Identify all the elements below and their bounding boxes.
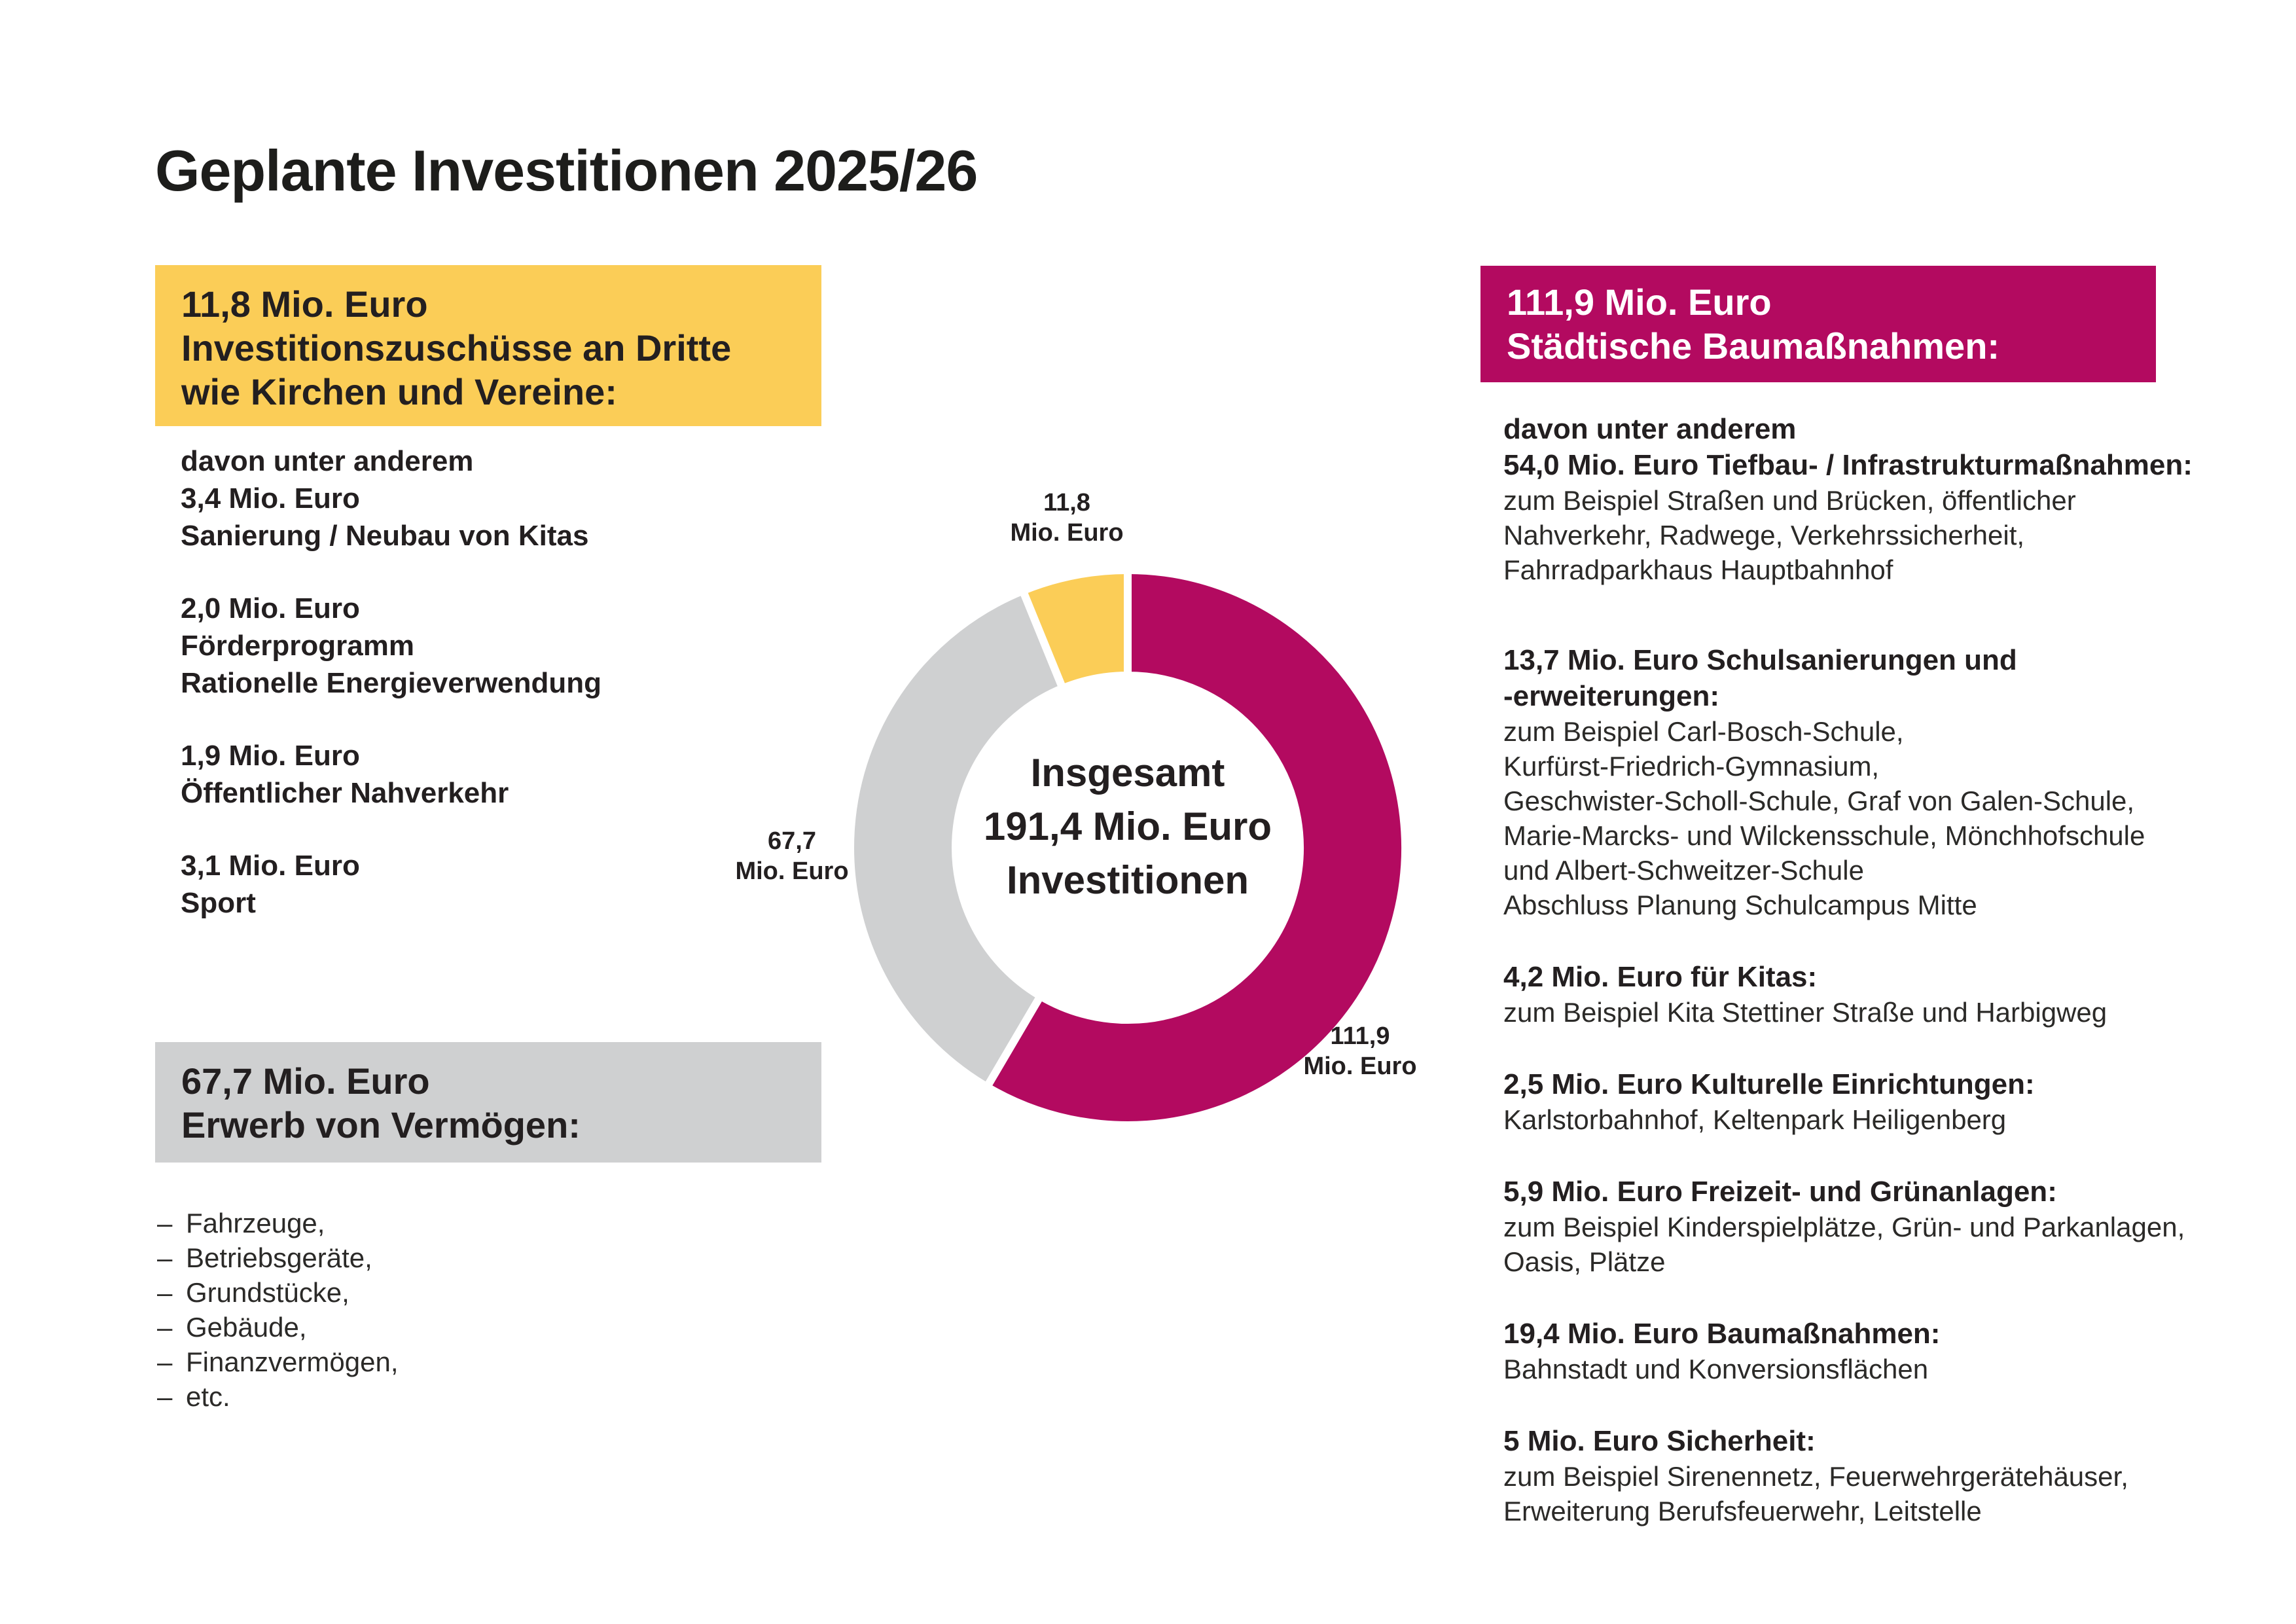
bullet-item-label: Gebäude,: [186, 1312, 307, 1343]
bullet-item-label: Fahrzeuge,: [186, 1208, 325, 1238]
section-body-line: zum Beispiel Sirenennetz, Feuerwehrgerätehäuser,: [1503, 1461, 2128, 1492]
section-body-line: Oasis, Plätze: [1503, 1246, 1666, 1277]
segment-label-value: 11,8: [1043, 489, 1090, 516]
subsidy-group: [181, 442, 601, 554]
bullet-item: [157, 1206, 399, 1240]
section-body-line: Karlstorbahnhof, Keltenpark Heiligenberg: [1503, 1104, 2007, 1135]
subsidy-group-line: Öffentlicher Nahverkehr: [181, 777, 509, 809]
subsidy-group: [181, 737, 601, 812]
pink-box-amount: 111,9 Mio. Euro: [1507, 281, 1772, 323]
subsidy-group-line: Förderprogramm: [181, 630, 414, 662]
building-measure-section: [1503, 1316, 2236, 1386]
bullet-item: [157, 1379, 399, 1414]
pink-box-label: Städtische Baumaßnahmen:: [1507, 325, 2000, 367]
section-body-line: Kurfürst-Friedrich-Gymnasium,: [1503, 751, 1880, 782]
section-heading-line: 13,7 Mio. Euro Schulsanierungen und: [1503, 644, 2017, 676]
building-measure-section: [1503, 411, 2236, 587]
section-heading-line: davon unter anderem: [1503, 413, 1797, 445]
section-body-line: zum Beispiel Carl-Bosch-Schule,: [1503, 716, 1904, 747]
dash-icon: –: [157, 1208, 173, 1238]
subsidy-group-line: 3,4 Mio. Euro: [181, 482, 360, 514]
yellow-box-amount: 11,8 Mio. Euro: [181, 283, 428, 325]
section-body-line: zum Beispiel Straßen und Brücken, öffentlicher: [1503, 485, 2076, 516]
dash-icon: –: [157, 1277, 173, 1308]
section-heading-line: 5 Mio. Euro Sicherheit:: [1503, 1425, 1816, 1457]
dash-icon: –: [157, 1381, 173, 1412]
subsidy-group-line: 3,1 Mio. Euro: [181, 850, 360, 882]
segment-label-unit: Mio. Euro: [1010, 519, 1124, 547]
pink-header-box: [1480, 266, 2156, 382]
section-body-line: Nahverkehr, Radwege, Verkehrssicherheit,: [1503, 520, 2025, 550]
section-heading-line: -erweiterungen:: [1503, 680, 1720, 712]
section-body-line: Erweiterung Berufsfeuerwehr, Leitstelle: [1503, 1496, 1982, 1526]
section-body-line: Bahnstadt und Konversionsflächen: [1503, 1354, 1929, 1384]
subsidy-group-line: Rationelle Energieverwendung: [181, 667, 602, 699]
donut-center-line1: Insgesamt: [1030, 751, 1225, 795]
dash-icon: –: [157, 1346, 173, 1377]
bullet-item: [157, 1240, 399, 1275]
bullet-item-label: Finanzvermögen,: [186, 1346, 399, 1377]
gray-box-amount: 67,7 Mio. Euro: [181, 1060, 430, 1102]
donut-center-label: [925, 746, 1331, 907]
building-measure-section: [1503, 1066, 2236, 1137]
page-title: Geplante Investitionen 2025/26: [155, 138, 978, 203]
bullet-item-label: Grundstücke,: [186, 1277, 350, 1308]
subsidy-group-line: davon unter anderem: [181, 445, 474, 477]
segment-label-staedtische-baumassnahmen: [1262, 1021, 1458, 1081]
section-body-line: zum Beispiel Kinderspielplätze, Grün- und Parkanlagen,: [1503, 1212, 2185, 1242]
building-measure-section: [1503, 1174, 2236, 1279]
segment-label-investitionszuschuesse: [969, 488, 1165, 548]
segment-label-unit: Mio. Euro: [1303, 1053, 1417, 1080]
yellow-header-box: [155, 265, 821, 426]
section-heading-line: 54,0 Mio. Euro Tiefbau- / Infrastrukturmaßnahmen:: [1503, 449, 2193, 481]
bullet-item: [157, 1344, 399, 1379]
section-body-line: und Albert-Schweitzer-Schule: [1503, 855, 1864, 886]
section-body-line: Marie-Marcks- und Wilckensschule, Mönchhofschule: [1503, 820, 2145, 851]
yellow-box-label-line1: Investitionszuschüsse an Dritte: [181, 327, 732, 369]
building-measures-sections: [1503, 411, 2236, 1565]
donut-center-line3: Investitionen: [1006, 858, 1249, 902]
section-body-line: zum Beispiel Kita Stettiner Straße und Harbigweg: [1503, 997, 2108, 1028]
gray-box-label: Erwerb von Vermögen:: [181, 1104, 581, 1146]
subsidy-group-line: Sport: [181, 887, 256, 919]
segment-label-value: 67,7: [768, 827, 816, 855]
bullet-item: [157, 1275, 399, 1310]
section-body-line: Abschluss Planung Schulcampus Mitte: [1503, 890, 1977, 920]
dash-icon: –: [157, 1312, 173, 1343]
assets-bullet-list: [157, 1206, 399, 1414]
subsidy-group-line: 2,0 Mio. Euro: [181, 592, 360, 624]
bullet-item-label: Betriebsgeräte,: [186, 1242, 372, 1273]
segment-label-unit: Mio. Euro: [735, 857, 849, 885]
dash-icon: –: [157, 1242, 173, 1273]
section-body-line: Geschwister-Scholl-Schule, Graf von Galen-Schule,: [1503, 785, 2135, 816]
subsidy-items-list: [181, 442, 601, 957]
section-heading-line: 5,9 Mio. Euro Freizeit- und Grünanlagen:: [1503, 1176, 2057, 1208]
subsidy-group-line: Sanierung / Neubau von Kitas: [181, 520, 589, 552]
bullet-item: [157, 1310, 399, 1344]
subsidy-group: [181, 590, 601, 702]
gray-header-box: [155, 1042, 821, 1163]
building-measure-section: [1503, 642, 2236, 922]
section-heading-line: 2,5 Mio. Euro Kulturelle Einrichtungen:: [1503, 1068, 2035, 1100]
section-body-line: Fahrradparkhaus Hauptbahnhof: [1503, 554, 1893, 585]
building-measure-section: [1503, 1423, 2236, 1528]
yellow-box-label-line2: wie Kirchen und Vereine:: [181, 371, 617, 412]
section-heading-line: 19,4 Mio. Euro Baumaßnahmen:: [1503, 1318, 1941, 1350]
building-measure-section: [1503, 959, 2236, 1030]
bullet-item-label: etc.: [186, 1381, 230, 1412]
donut-center-line2: 191,4 Mio. Euro: [983, 804, 1272, 848]
section-heading-line: 4,2 Mio. Euro für Kitas:: [1503, 961, 1818, 993]
subsidy-group-line: 1,9 Mio. Euro: [181, 740, 360, 772]
subsidy-group: [181, 847, 601, 922]
segment-label-erwerb-von-vermoegen: [694, 826, 890, 886]
segment-label-value: 111,9: [1330, 1022, 1390, 1050]
